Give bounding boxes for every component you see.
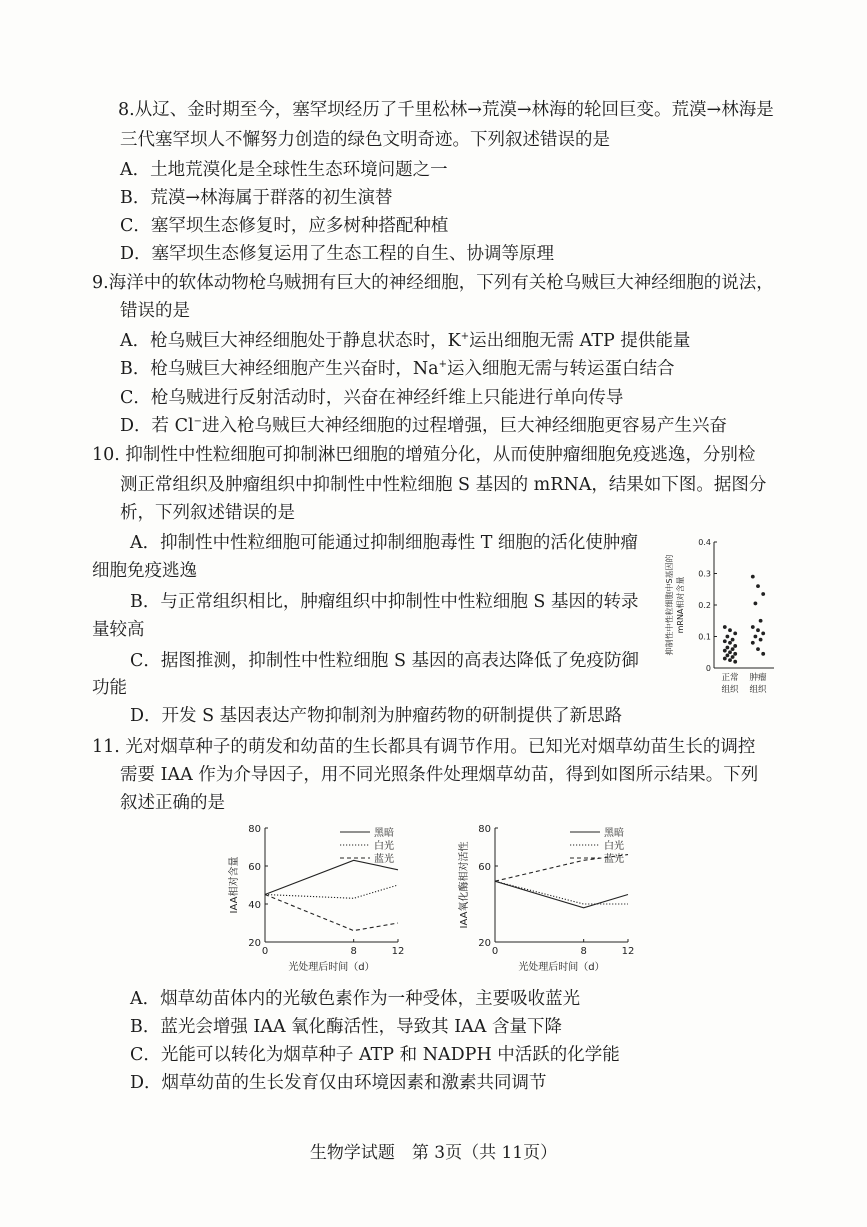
q11-option-b: B．蓝光会增强 IAA 氧化酶活性，导致其 IAA 含量下降 <box>130 1017 562 1037</box>
data-point <box>761 631 765 635</box>
q11-stem-line3: 叙述正确的是 <box>120 793 225 813</box>
legend-label: 白光 <box>604 841 624 852</box>
q10-option-d: D．开发 S 基因表达产物抑制剂为肿瘤药物的研制提供了新思路 <box>130 706 623 726</box>
q9-option-b-pre: B．枪乌贼巨大神经细胞产生兴奋时，Na <box>120 359 439 379</box>
x-tick-label: 12 <box>391 946 405 957</box>
data-point <box>759 619 763 623</box>
data-point <box>754 602 758 606</box>
q9-option-a-sup: + <box>460 331 470 343</box>
y-axis-label: IAA氧化酶相对活性 <box>459 841 470 929</box>
y-tick-label: 0 <box>705 664 711 673</box>
data-point <box>731 655 735 659</box>
q9-stem-line2: 错误的是 <box>120 301 190 321</box>
q9-option-d-sup: − <box>193 416 202 428</box>
q8-number: 8. <box>118 100 135 120</box>
q8-stem-line1: 从辽、金时期至今，塞罕坝经历了千里松林→荒漠→林海的轮回巨变。荒漠→林海是 <box>134 100 774 120</box>
q11-option-a: A．烟草幼苗体内的光敏色素作为一种受体，主要吸收蓝光 <box>130 989 581 1009</box>
x-category-label: 组织 <box>749 685 767 695</box>
page-footer: 生物学试题 第 3页（共 11页） <box>309 1143 558 1163</box>
q8-option-c: C．塞罕坝生态修复时，应多树种搭配种植 <box>120 216 449 236</box>
data-point <box>751 641 755 645</box>
q10-option-c-line2: 功能 <box>92 678 127 698</box>
data-point <box>728 650 732 654</box>
y-tick-label: 0.4 <box>698 538 711 547</box>
q10-option-a-line2: 细胞免疫逃逸 <box>92 561 197 581</box>
data-point <box>756 584 760 588</box>
y-tick-label: 60 <box>478 862 491 873</box>
data-point <box>733 644 737 648</box>
series-line-蓝光 <box>265 895 398 931</box>
legend-label: 黑暗 <box>374 828 394 839</box>
q10-stem-line2: 测正常组织及肿瘤组织中抑制性中性粒细胞 S 基因的 mRNA，结果如下图。据图分 <box>120 475 767 495</box>
q11-option-c: C．光能可以转化为烟草种子 ATP 和 NADPH 中活跃的化学能 <box>130 1045 620 1065</box>
data-point <box>726 635 730 639</box>
y-tick-label: 20 <box>478 938 491 949</box>
data-point <box>723 657 727 661</box>
y-tick-label: 0.2 <box>698 601 711 610</box>
y-tick-label: 60 <box>248 862 261 873</box>
q9-option-b-sup: + <box>438 359 447 371</box>
q10-number: 10. <box>92 445 120 465</box>
y-tick-label: 80 <box>478 824 491 835</box>
data-point <box>723 639 727 643</box>
q10-stem-line1: 抑制性中性粒细胞可抑制淋巴细胞的增殖分化，从而使肿瘤细胞免疫逃逸，分别检 <box>125 445 756 465</box>
y-tick-label: 80 <box>248 824 261 835</box>
q10-option-a-line1: A．抑制性中性粒细胞可能通过抑制细胞毒性 T 细胞的活化使肿瘤 <box>130 533 638 553</box>
q10-scatter-chart <box>662 530 782 700</box>
data-point <box>723 625 727 629</box>
series-line-黑暗 <box>495 881 628 908</box>
q8-stem-line2: 三代塞罕坝人不懈努力创造的绿色文明奇迹。下列叙述错误的是 <box>120 130 610 150</box>
data-point <box>731 647 735 651</box>
q9-option-a <box>120 330 690 352</box>
q9-stem-line1: 海洋中的软体动物枪乌贼拥有巨大的神经细胞，下列有关枪乌贼巨大神经细胞的说法， <box>108 273 774 293</box>
x-axis-label: 光处理后时间（d） <box>518 962 605 973</box>
y-axis-label: IAA相对含量 <box>229 856 240 914</box>
data-point <box>728 658 732 662</box>
q9-option-c: C．枪乌贼进行反射活动时，兴奋在神经纤维上只能进行单向传导 <box>120 388 624 408</box>
data-point <box>751 575 755 579</box>
y-tick-label: 40 <box>248 900 261 911</box>
q9-option-b <box>120 358 675 380</box>
q10-option-b-line1: B．与正常组织相比，肿瘤组织中抑制性中性粒细胞 S 基因的转录 <box>130 592 639 612</box>
q10-option-b-line2: 量较高 <box>92 620 145 640</box>
q11-line1 <box>92 736 755 758</box>
q8-option-b: B．荒漠→林海属于群落的初生演替 <box>120 188 393 208</box>
x-tick-label: 0 <box>261 946 269 957</box>
y-tick-label: 0.3 <box>698 569 711 579</box>
data-point <box>754 635 758 639</box>
data-point <box>733 660 737 664</box>
q8-line1 <box>118 99 774 121</box>
x-tick-label: 8 <box>350 946 357 957</box>
q9-option-d <box>120 415 727 437</box>
q10-stem-line3: 析，下列叙述错误的是 <box>120 503 295 523</box>
data-point <box>733 652 737 656</box>
x-tick-label: 12 <box>621 946 635 957</box>
data-point <box>726 646 730 650</box>
q11-iaa-oxidase-chart <box>450 818 650 978</box>
y-axis-label-line2: mRNA相对含量 <box>676 576 685 634</box>
y-axis-label-line1: 抑制性中性粒细胞中S基因的 <box>665 554 674 656</box>
legend-label: 蓝光 <box>374 854 394 865</box>
q10-line1 <box>92 444 755 466</box>
q9-line1 <box>92 272 774 294</box>
x-category-label: 肿瘤 <box>749 673 767 683</box>
q10-option-c-line1: C．据图推测，抑制性中性粒细胞 S 基因的高表达降低了免疫防御 <box>130 651 640 671</box>
series-line-黑暗 <box>265 860 398 894</box>
data-point <box>756 628 760 632</box>
y-tick-label: 0.1 <box>698 632 711 642</box>
x-tick-label: 8 <box>580 946 587 957</box>
q11-iaa-content-chart <box>220 818 420 978</box>
x-category-label: 正常 <box>721 673 739 683</box>
q9-number: 9. <box>92 273 109 293</box>
q11-stem-line2: 需要 IAA 作为介导因子，用不同光照条件处理烟草幼苗，得到如图所示结果。下列 <box>120 765 759 785</box>
data-point <box>726 654 730 658</box>
q11-option-d: D．烟草幼苗的生长发育仅由环境因素和激素共同调节 <box>130 1073 547 1093</box>
x-axis-label: 光处理后时间（d） <box>288 962 375 973</box>
data-point <box>731 638 735 642</box>
x-category-label: 组织 <box>721 685 739 695</box>
q8-option-d: D．塞罕坝生态修复运用了生态工程的自生、协调等原理 <box>120 244 555 264</box>
q9-option-b-post: 运入细胞无需与转运蛋白结合 <box>447 359 675 379</box>
data-point <box>759 638 763 642</box>
data-point <box>728 641 732 645</box>
data-point <box>728 628 732 632</box>
legend-label: 白光 <box>374 841 394 852</box>
data-point <box>761 592 765 596</box>
data-point <box>733 631 737 635</box>
q11-stem-line1: 光对烟草种子的萌发和幼苗的生长都具有调节作用。已知光对烟草幼苗生长的调控 <box>125 737 756 757</box>
q9-option-d-pre: D．若 Cl <box>120 416 194 436</box>
legend-label: 蓝光 <box>604 854 624 865</box>
data-point <box>756 647 760 651</box>
y-tick-label: 20 <box>248 938 261 949</box>
q9-option-a-post: 运出细胞无需 ATP 提供能量 <box>469 331 691 351</box>
q9-option-d-post: 进入枪乌贼巨大神经细胞的过程增强，巨大神经细胞更容易产生兴奋 <box>201 416 727 436</box>
data-point <box>761 652 765 656</box>
legend-label: 黑暗 <box>604 828 624 839</box>
q9-option-a-pre: A．枪乌贼巨大神经细胞处于静息状态时，K <box>120 331 461 351</box>
q8-option-a: A．土地荒漠化是全球性生态环境问题之一 <box>120 160 448 180</box>
q11-number: 11. <box>92 737 120 757</box>
data-point <box>723 649 727 653</box>
data-point <box>751 625 755 629</box>
x-tick-label: 0 <box>491 946 499 957</box>
